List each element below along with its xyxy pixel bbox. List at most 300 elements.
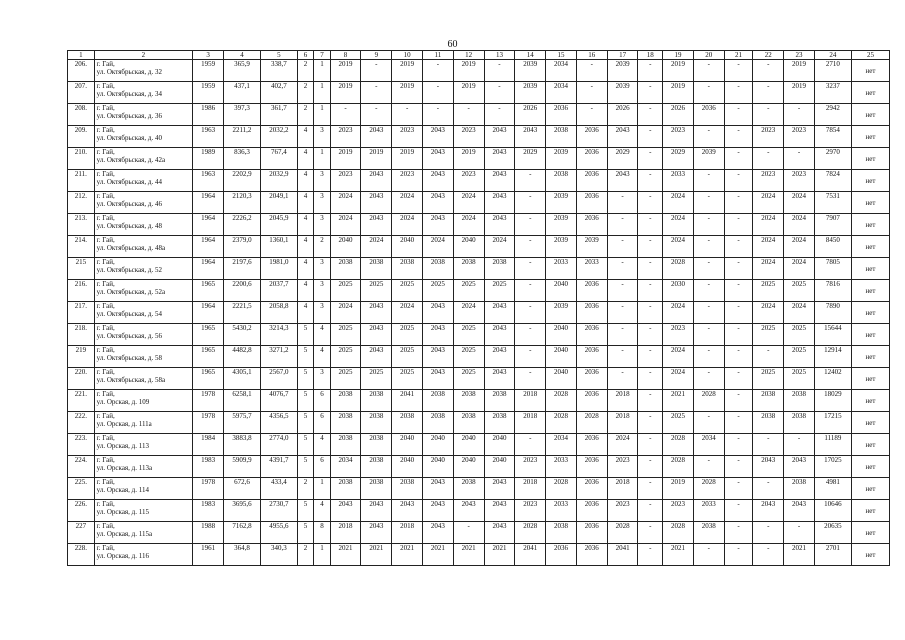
- cell-col-12: 2038: [453, 412, 484, 434]
- cell-col-10: 2025: [392, 368, 423, 390]
- cell-col-10: 2019: [392, 82, 423, 104]
- cell-col-8: 2025: [330, 324, 361, 346]
- cell-col-3: 1986: [193, 104, 224, 126]
- cell-col-23: 2043: [784, 500, 815, 522]
- address-city: г. Гай,: [96, 192, 115, 200]
- cell-col-8: 2019: [330, 148, 361, 170]
- cell-col-4: 437,1: [223, 82, 260, 104]
- address-cell: [94, 104, 193, 126]
- column-header-8: 8: [330, 51, 361, 60]
- cell-col-15: 2039: [546, 148, 577, 170]
- cell-col-23: 2021: [784, 544, 815, 566]
- cell-col-8: 2038: [330, 258, 361, 280]
- cell-col-16: 2036: [576, 456, 607, 478]
- cell-col-4: 836,3: [223, 148, 260, 170]
- cell-col-12: 2019: [453, 148, 484, 170]
- address-street: ул. Октябрьская, д. 40: [96, 134, 162, 142]
- cell-col-16: 2039: [576, 236, 607, 258]
- address-street: ул. Октябрьская, д. 36: [96, 112, 162, 120]
- address-cell: [94, 258, 193, 280]
- cell-col-15: 2040: [546, 346, 577, 368]
- cell-col-6: 4: [297, 258, 313, 280]
- cell-col-17: 2018: [607, 478, 638, 500]
- cell-col-8: 2038: [330, 478, 361, 500]
- cell-col-22: 2025: [753, 280, 784, 302]
- cell-col-23: -: [784, 522, 815, 544]
- cell-col-24: 2701: [814, 544, 851, 566]
- cell-col-5: 2774,0: [260, 434, 297, 456]
- cell-col-16: 2036: [576, 544, 607, 566]
- address-street: ул. Октябрьская, д. 52а: [96, 288, 166, 296]
- address-street: ул. Октябрьская, д. 42а: [96, 156, 166, 164]
- cell-col-23: 2038: [784, 412, 815, 434]
- cell-col-8: 2025: [330, 346, 361, 368]
- cell-col-5: 4076,7: [260, 390, 297, 412]
- cell-col-17: -: [607, 258, 638, 280]
- cell-col-7: 1: [314, 82, 330, 104]
- cell-col-17: 2029: [607, 148, 638, 170]
- cell-col-7: 3: [314, 170, 330, 192]
- cell-col-24: 7531: [814, 192, 851, 214]
- address-street: ул. Октябрьская, д. 48: [96, 222, 162, 230]
- cell-col-9: 2038: [361, 434, 392, 456]
- cell-col-10: 2023: [392, 170, 423, 192]
- cell-col-14: -: [515, 280, 546, 302]
- cell-col-24: 7890: [814, 302, 851, 324]
- table-row: [68, 346, 890, 368]
- cell-col-20: -: [693, 258, 724, 280]
- cell-col-23: -: [784, 434, 815, 456]
- cell-col-7: 1: [314, 148, 330, 170]
- cell-col-24: 7907: [814, 214, 851, 236]
- cell-col-19: 2023: [663, 324, 694, 346]
- cell-col-17: 2043: [607, 126, 638, 148]
- cell-col-6: 2: [297, 478, 313, 500]
- address-cell: [94, 346, 193, 368]
- cell-col-18: -: [638, 214, 663, 236]
- cell-col-18: -: [638, 544, 663, 566]
- cell-col-19: 2025: [663, 412, 694, 434]
- cell-col-4: 2197,6: [223, 258, 260, 280]
- cell-col-10: 2024: [392, 214, 423, 236]
- cell-col-20: -: [693, 544, 724, 566]
- cell-col-21: -: [724, 60, 753, 82]
- cell-col-21: -: [724, 456, 753, 478]
- cell-col-25: нет: [851, 258, 889, 280]
- table-row: [68, 302, 890, 324]
- cell-col-10: 2021: [392, 544, 423, 566]
- cell-col-10: 2025: [392, 280, 423, 302]
- cell-col-4: 2120,3: [223, 192, 260, 214]
- address-city: г. Гай,: [96, 60, 115, 68]
- cell-col-10: 2040: [392, 236, 423, 258]
- cell-col-25: нет: [851, 236, 889, 258]
- cell-col-23: 2024: [784, 214, 815, 236]
- row-number: 224.: [68, 456, 95, 478]
- cell-col-21: -: [724, 478, 753, 500]
- column-header-20: 20: [693, 51, 724, 60]
- cell-col-13: 2043: [484, 324, 515, 346]
- address-city: г. Гай,: [96, 500, 115, 508]
- cell-col-25: нет: [851, 192, 889, 214]
- cell-col-22: -: [753, 60, 784, 82]
- column-header-9: 9: [361, 51, 392, 60]
- cell-col-23: 2019: [784, 60, 815, 82]
- cell-col-18: -: [638, 148, 663, 170]
- cell-col-22: 2038: [753, 412, 784, 434]
- address-city: г. Гай,: [96, 302, 115, 310]
- cell-col-12: 2040: [453, 434, 484, 456]
- cell-col-3: 1959: [193, 82, 224, 104]
- row-number: 227: [68, 522, 95, 544]
- address-city: г. Гай,: [96, 126, 115, 134]
- address-cell: [94, 236, 193, 258]
- cell-col-19: 2024: [663, 302, 694, 324]
- cell-col-13: -: [484, 104, 515, 126]
- cell-col-13: 2040: [484, 456, 515, 478]
- cell-col-4: 4305,1: [223, 368, 260, 390]
- cell-col-12: 2038: [453, 478, 484, 500]
- column-header-12: 12: [453, 51, 484, 60]
- cell-col-20: -: [693, 456, 724, 478]
- cell-col-15: 2036: [546, 104, 577, 126]
- row-number: 212.: [68, 192, 95, 214]
- cell-col-11: -: [423, 104, 454, 126]
- address-city: г. Гай,: [96, 236, 115, 244]
- cell-col-22: 2023: [753, 126, 784, 148]
- column-header-6: 6: [297, 51, 313, 60]
- cell-col-18: -: [638, 368, 663, 390]
- cell-col-13: 2038: [484, 412, 515, 434]
- cell-col-3: 1961: [193, 544, 224, 566]
- cell-col-19: 2026: [663, 104, 694, 126]
- cell-col-10: 2040: [392, 434, 423, 456]
- cell-col-3: 1965: [193, 280, 224, 302]
- cell-col-23: 2024: [784, 192, 815, 214]
- cell-col-16: 2036: [576, 346, 607, 368]
- cell-col-24: 15644: [814, 324, 851, 346]
- address-city: г. Гай,: [96, 82, 115, 90]
- cell-col-15: 2040: [546, 324, 577, 346]
- cell-col-18: -: [638, 302, 663, 324]
- cell-col-3: 1965: [193, 346, 224, 368]
- cell-col-20: 2038: [693, 522, 724, 544]
- page-number: 60: [447, 39, 458, 50]
- column-header-24: 24: [814, 51, 851, 60]
- cell-col-15: 2038: [546, 522, 577, 544]
- cell-col-12: 2038: [453, 258, 484, 280]
- cell-col-24: 3237: [814, 82, 851, 104]
- cell-col-17: 2043: [607, 170, 638, 192]
- cell-col-14: -: [515, 368, 546, 390]
- header-row: [68, 51, 890, 60]
- cell-col-11: 2038: [423, 412, 454, 434]
- cell-col-24: 10646: [814, 500, 851, 522]
- address-city: г. Гай,: [96, 368, 115, 376]
- cell-col-6: 5: [297, 346, 313, 368]
- column-header-13: 13: [484, 51, 515, 60]
- column-header-19: 19: [663, 51, 694, 60]
- column-header-25: 25: [851, 51, 889, 60]
- cell-col-6: 5: [297, 456, 313, 478]
- cell-col-13: 2040: [484, 434, 515, 456]
- address-cell: [94, 368, 193, 390]
- address-city: г. Гай,: [96, 390, 115, 398]
- cell-col-25: нет: [851, 412, 889, 434]
- table-row: [68, 390, 890, 412]
- cell-col-22: 2024: [753, 302, 784, 324]
- cell-col-11: 2021: [423, 544, 454, 566]
- cell-col-17: 2039: [607, 60, 638, 82]
- cell-col-10: 2024: [392, 192, 423, 214]
- cell-col-11: 2043: [423, 126, 454, 148]
- cell-col-21: -: [724, 522, 753, 544]
- cell-col-23: 2025: [784, 346, 815, 368]
- cell-col-21: -: [724, 192, 753, 214]
- cell-col-4: 397,3: [223, 104, 260, 126]
- column-header-11: 11: [423, 51, 454, 60]
- cell-col-22: 2023: [753, 170, 784, 192]
- cell-col-3: 1964: [193, 258, 224, 280]
- cell-col-19: 2024: [663, 192, 694, 214]
- cell-col-15: 2038: [546, 126, 577, 148]
- cell-col-8: 2021: [330, 544, 361, 566]
- address-cell: [94, 522, 193, 544]
- table-row: [68, 126, 890, 148]
- cell-col-18: -: [638, 192, 663, 214]
- cell-col-4: 2226,2: [223, 214, 260, 236]
- cell-col-9: 2025: [361, 368, 392, 390]
- cell-col-7: 1: [314, 104, 330, 126]
- cell-col-17: 2041: [607, 544, 638, 566]
- cell-col-7: 8: [314, 522, 330, 544]
- address-cell: [94, 478, 193, 500]
- cell-col-8: 2019: [330, 60, 361, 82]
- cell-col-6: 2: [297, 60, 313, 82]
- cell-col-5: 3271,2: [260, 346, 297, 368]
- cell-col-14: -: [515, 258, 546, 280]
- cell-col-13: 2024: [484, 236, 515, 258]
- cell-col-12: 2025: [453, 368, 484, 390]
- cell-col-21: -: [724, 368, 753, 390]
- row-number: 207.: [68, 82, 95, 104]
- cell-col-6: 4: [297, 126, 313, 148]
- cell-col-19: 2030: [663, 280, 694, 302]
- table-row: [68, 412, 890, 434]
- cell-col-6: 5: [297, 522, 313, 544]
- table-row: [68, 170, 890, 192]
- cell-col-3: 1984: [193, 434, 224, 456]
- cell-col-14: 2028: [515, 522, 546, 544]
- table-row: [68, 500, 890, 522]
- cell-col-5: 4955,6: [260, 522, 297, 544]
- cell-col-6: 4: [297, 214, 313, 236]
- column-header-15: 15: [546, 51, 577, 60]
- address-city: г. Гай,: [96, 104, 115, 112]
- cell-col-9: 2038: [361, 390, 392, 412]
- cell-col-21: -: [724, 500, 753, 522]
- cell-col-7: 4: [314, 434, 330, 456]
- column-header-10: 10: [392, 51, 423, 60]
- cell-col-5: 2049,1: [260, 192, 297, 214]
- row-number: 219: [68, 346, 95, 368]
- cell-col-24: 7816: [814, 280, 851, 302]
- cell-col-14: 2043: [515, 126, 546, 148]
- table-row: [68, 104, 890, 126]
- address-street: ул. Орская, д. 116: [96, 552, 149, 560]
- cell-col-24: 7824: [814, 170, 851, 192]
- cell-col-19: 2029: [663, 148, 694, 170]
- table-row: [68, 280, 890, 302]
- cell-col-4: 3695,6: [223, 500, 260, 522]
- cell-col-11: 2043: [423, 324, 454, 346]
- column-header-16: 16: [576, 51, 607, 60]
- cell-col-18: -: [638, 126, 663, 148]
- cell-col-8: 2023: [330, 170, 361, 192]
- cell-col-18: -: [638, 390, 663, 412]
- address-cell: [94, 214, 193, 236]
- cell-col-23: 2025: [784, 368, 815, 390]
- cell-col-9: 2043: [361, 170, 392, 192]
- row-number: 217.: [68, 302, 95, 324]
- table-row: [68, 368, 890, 390]
- address-city: г. Гай,: [96, 324, 115, 332]
- address-cell: [94, 82, 193, 104]
- cell-col-8: 2043: [330, 500, 361, 522]
- address-cell: [94, 170, 193, 192]
- cell-col-3: 1964: [193, 236, 224, 258]
- cell-col-3: 1963: [193, 170, 224, 192]
- address-cell: [94, 148, 193, 170]
- cell-col-16: 2036: [576, 368, 607, 390]
- cell-col-19: 2028: [663, 258, 694, 280]
- cell-col-3: 1988: [193, 522, 224, 544]
- cell-col-16: 2036: [576, 170, 607, 192]
- address-city: г. Гай,: [96, 346, 115, 354]
- cell-col-19: 2021: [663, 544, 694, 566]
- cell-col-20: 2036: [693, 104, 724, 126]
- cell-col-19: 2023: [663, 126, 694, 148]
- address-city: г. Гай,: [96, 280, 115, 288]
- column-header-17: 17: [607, 51, 638, 60]
- cell-col-25: нет: [851, 544, 889, 566]
- cell-col-10: 2023: [392, 126, 423, 148]
- column-header-1: 1: [68, 51, 95, 60]
- cell-col-11: -: [423, 60, 454, 82]
- row-number: 213.: [68, 214, 95, 236]
- address-street: ул. Орская, д. 114: [96, 486, 149, 494]
- cell-col-14: -: [515, 324, 546, 346]
- cell-col-13: 2043: [484, 192, 515, 214]
- cell-col-15: 2039: [546, 192, 577, 214]
- cell-col-17: -: [607, 192, 638, 214]
- cell-col-5: 767,4: [260, 148, 297, 170]
- cell-col-13: -: [484, 82, 515, 104]
- cell-col-7: 4: [314, 500, 330, 522]
- cell-col-25: нет: [851, 390, 889, 412]
- cell-col-9: -: [361, 60, 392, 82]
- cell-col-17: 2028: [607, 522, 638, 544]
- cell-col-24: 4981: [814, 478, 851, 500]
- cell-col-8: -: [330, 104, 361, 126]
- cell-col-10: 2019: [392, 148, 423, 170]
- cell-col-5: 2045,9: [260, 214, 297, 236]
- cell-col-14: -: [515, 236, 546, 258]
- cell-col-16: 2036: [576, 390, 607, 412]
- address-city: г. Гай,: [96, 456, 115, 464]
- cell-col-6: 5: [297, 500, 313, 522]
- table-row: [68, 324, 890, 346]
- row-number: 222.: [68, 412, 95, 434]
- cell-col-7: 3: [314, 368, 330, 390]
- cell-col-19: 2028: [663, 434, 694, 456]
- address-cell: [94, 456, 193, 478]
- cell-col-11: 2040: [423, 434, 454, 456]
- cell-col-16: 2036: [576, 478, 607, 500]
- cell-col-9: 2038: [361, 456, 392, 478]
- cell-col-13: 2038: [484, 258, 515, 280]
- table-row: [68, 544, 890, 566]
- column-header-22: 22: [753, 51, 784, 60]
- cell-col-5: 338,7: [260, 60, 297, 82]
- cell-col-6: 2: [297, 104, 313, 126]
- cell-col-22: 2043: [753, 456, 784, 478]
- address-city: г. Гай,: [96, 214, 115, 222]
- cell-col-20: -: [693, 170, 724, 192]
- cell-col-24: 7854: [814, 126, 851, 148]
- address-cell: [94, 434, 193, 456]
- cell-col-23: 2038: [784, 390, 815, 412]
- cell-col-11: 2043: [423, 346, 454, 368]
- cell-col-4: 7162,8: [223, 522, 260, 544]
- cell-col-20: -: [693, 368, 724, 390]
- address-street: ул. Октябрьская, д. 34: [96, 90, 162, 98]
- cell-col-15: 2033: [546, 258, 577, 280]
- cell-col-16: -: [576, 104, 607, 126]
- table-row: [68, 434, 890, 456]
- cell-col-17: -: [607, 236, 638, 258]
- cell-col-24: 2942: [814, 104, 851, 126]
- cell-col-6: 4: [297, 302, 313, 324]
- cell-col-18: -: [638, 522, 663, 544]
- cell-col-16: 2036: [576, 302, 607, 324]
- cell-col-25: нет: [851, 368, 889, 390]
- cell-col-13: 2043: [484, 478, 515, 500]
- cell-col-23: 2024: [784, 302, 815, 324]
- cell-col-14: 2023: [515, 456, 546, 478]
- cell-col-17: -: [607, 324, 638, 346]
- cell-col-7: 3: [314, 258, 330, 280]
- cell-col-25: нет: [851, 280, 889, 302]
- cell-col-9: 2043: [361, 346, 392, 368]
- cell-col-21: -: [724, 434, 753, 456]
- address-city: г. Гай,: [96, 148, 115, 156]
- cell-col-5: 2032,9: [260, 170, 297, 192]
- address-street: ул. Орская, д. 113: [96, 442, 149, 450]
- cell-col-19: 2024: [663, 214, 694, 236]
- cell-col-11: 2040: [423, 456, 454, 478]
- cell-col-3: 1959: [193, 60, 224, 82]
- cell-col-18: -: [638, 60, 663, 82]
- cell-col-9: 2019: [361, 148, 392, 170]
- cell-col-5: 2037,7: [260, 280, 297, 302]
- cell-col-11: 2038: [423, 258, 454, 280]
- cell-col-23: 2024: [784, 258, 815, 280]
- cell-col-3: 1978: [193, 478, 224, 500]
- cell-col-11: 2043: [423, 192, 454, 214]
- cell-col-6: 4: [297, 170, 313, 192]
- cell-col-12: 2040: [453, 236, 484, 258]
